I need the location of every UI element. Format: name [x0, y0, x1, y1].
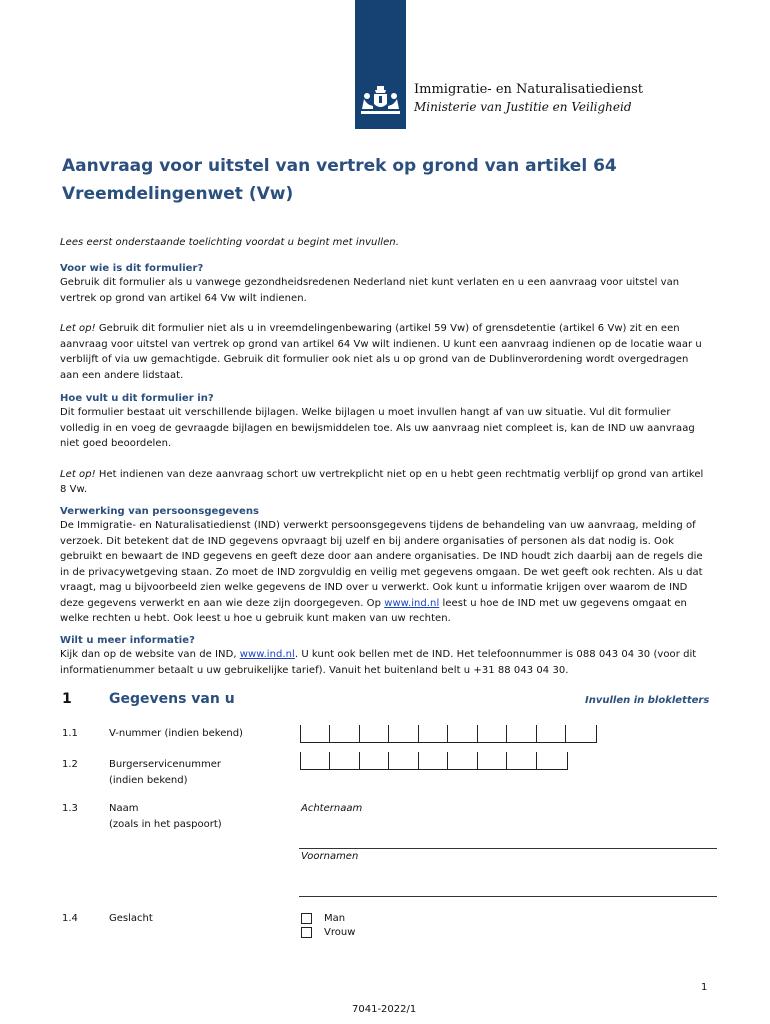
coat-of-arms-icon: [358, 82, 403, 116]
ind-website-link[interactable]: www.ind.nl: [239, 649, 295, 660]
field-label-v-number: V-nummer (indien bekend): [109, 728, 243, 739]
section-title: Gegevens van u: [109, 691, 235, 707]
surname-input[interactable]: [299, 848, 717, 849]
let-op-label: Let op!: [60, 323, 96, 334]
how-to-paragraph-2-text: Het indienen van deze aanvraag schort uw vertrekplicht niet op en u hebt geen rechtmatig verblijf op grond van artikel 8 Vw.: [60, 468, 704, 495]
name-label-line-2: (zoals in het paspoort): [109, 818, 222, 830]
bsn-label-line-2: (indien bekend): [109, 774, 188, 786]
more-info-paragraph: [60, 647, 710, 678]
more-info-text-a: Kijk dan op de website van de IND,: [60, 649, 240, 660]
section-privacy: [60, 505, 710, 627]
given-names-label: Voornamen: [301, 851, 359, 862]
ind-website-link[interactable]: www.ind.nl: [384, 597, 440, 609]
field-label-gender: Geslacht: [109, 913, 153, 924]
bsn-input[interactable]: [300, 752, 568, 770]
page-number: 1: [701, 982, 708, 993]
given-names-input[interactable]: [299, 896, 717, 897]
privacy-text-b: leest u hoe de IND met uw gegevens omgaat en welke rechten u hebt. Ook leest u hoe u gebruik kunt maken van uw rechten.: [60, 597, 687, 624]
field-number: 1.4: [62, 913, 78, 924]
how-to-heading: Hoe vult u dit formulier in?: [60, 393, 214, 404]
for-whom-paragraph-2: [60, 321, 710, 383]
privacy-heading: Verwerking van persoonsgegevens: [60, 506, 260, 517]
how-to-paragraph-2: [60, 467, 710, 498]
section-number: 1: [62, 691, 72, 707]
field-label-name: [109, 801, 222, 832]
intro-text: Lees eerst onderstaande toelichting voordat u begint met invullen.: [60, 237, 399, 248]
field-number: 1.2: [62, 759, 78, 770]
for-whom-paragraph-2-text: Gebruik dit formulier niet als u in vreemdelingenbewaring (artikel 59 Vw) of grensdetentie (artikel 6 Vw) zit en een aanvraag voor uitstel van vertrek op grond van artikel 64 Vw wilt indienen. U kunt een aanvraag indienen op de locatie waar u verblijft of via uw gemachtigde. Gebruik dit formulier ook niet als u op grond van de Dublinverordening wordt overgedragen aan een andere lidstaat.: [60, 323, 702, 381]
privacy-paragraph: [60, 518, 710, 627]
v-number-input[interactable]: [300, 725, 597, 743]
let-op-label: Let op!: [60, 468, 96, 480]
ministry-name: Ministerie van Justitie en Veiligheid: [414, 100, 632, 114]
more-info-heading: Wilt u meer informatie?: [60, 635, 195, 646]
privacy-text-a: De Immigratie- en Naturalisatiedienst (IND) verwerkt persoonsgegevens tijdens de behandeling van uw aanvraag, melding of verzoek. Dit betekent dat de IND gegevens opvraagt bij uzelf en bij andere organisaties of personen als dat nodig is. Ook gebruikt en bewaart de IND gegevens en geeft deze door aan andere organisaties. De IND houdt zich daarbij aan de regels die in de privacywetgeving staan. Zo moet de IND zorgvuldig en veilig met gegevens omgaan. De wet geeft ook rechten. Als u dat vraagt, mag u bijvoorbeeld zien welke gegevens de IND over u verwerkt. Ook kunt u informatie krijgen over waarom de IND deze gegevens verwerkt en aan wie deze zijn doorgegeven. Op: [60, 520, 703, 609]
for-whom-paragraph-1: Gebruik dit formulier als u vanwege gezondheidsredenen Nederland niet kunt verlaten en u een aanvraag voor uitstel van vertrek op grond van artikel 64 Vw wilt indienen.: [60, 277, 680, 304]
section-for-whom: [60, 262, 710, 383]
section-note: Invullen in blokletters: [585, 695, 710, 706]
field-number: 1.3: [62, 803, 78, 814]
bsn-label-line-1: Burgerservicenummer: [109, 759, 221, 770]
field-number: 1.1: [62, 728, 78, 739]
gender-female-checkbox[interactable]: [301, 927, 312, 938]
form-code: 7041-2022/1: [352, 1004, 417, 1015]
field-label-bsn: [109, 757, 221, 788]
more-info-text-b: . U kunt ook bellen met de IND. Het telefoonnummer is 088 043 04 30 (voor dit informatienummer betaalt u uw gebruikelijke tarief). Vanuit het buitenland belt u +31 88 043 04 30.: [60, 649, 697, 676]
section-more-info: [60, 634, 710, 678]
for-whom-heading: Voor wie is dit formulier?: [60, 263, 204, 274]
page-title: Aanvraag voor uitstel van vertrek op grond van artikel 64 Vreemdelingenwet (Vw): [62, 156, 617, 204]
gender-male-label: Man: [324, 913, 346, 924]
name-label-line-1: Naam: [109, 803, 139, 814]
how-to-paragraph-1: Dit formulier bestaat uit verschillende bijlagen. Welke bijlagen u moet invullen hangt af van uw situatie. Vul dit formulier volledig in en voeg de gevraagde bijlagen en bewijsmiddelen toe. Als uw aanvraag niet compleet is, kan de IND uw aanvraag niet goed beoordelen.: [60, 407, 695, 449]
section-how-to: [60, 392, 710, 498]
gender-female-label: Vrouw: [324, 927, 356, 938]
surname-label: Achternaam: [301, 803, 363, 814]
organization-name: Immigratie- en Naturalisatiedienst: [414, 82, 643, 97]
gender-male-checkbox[interactable]: [301, 913, 312, 924]
